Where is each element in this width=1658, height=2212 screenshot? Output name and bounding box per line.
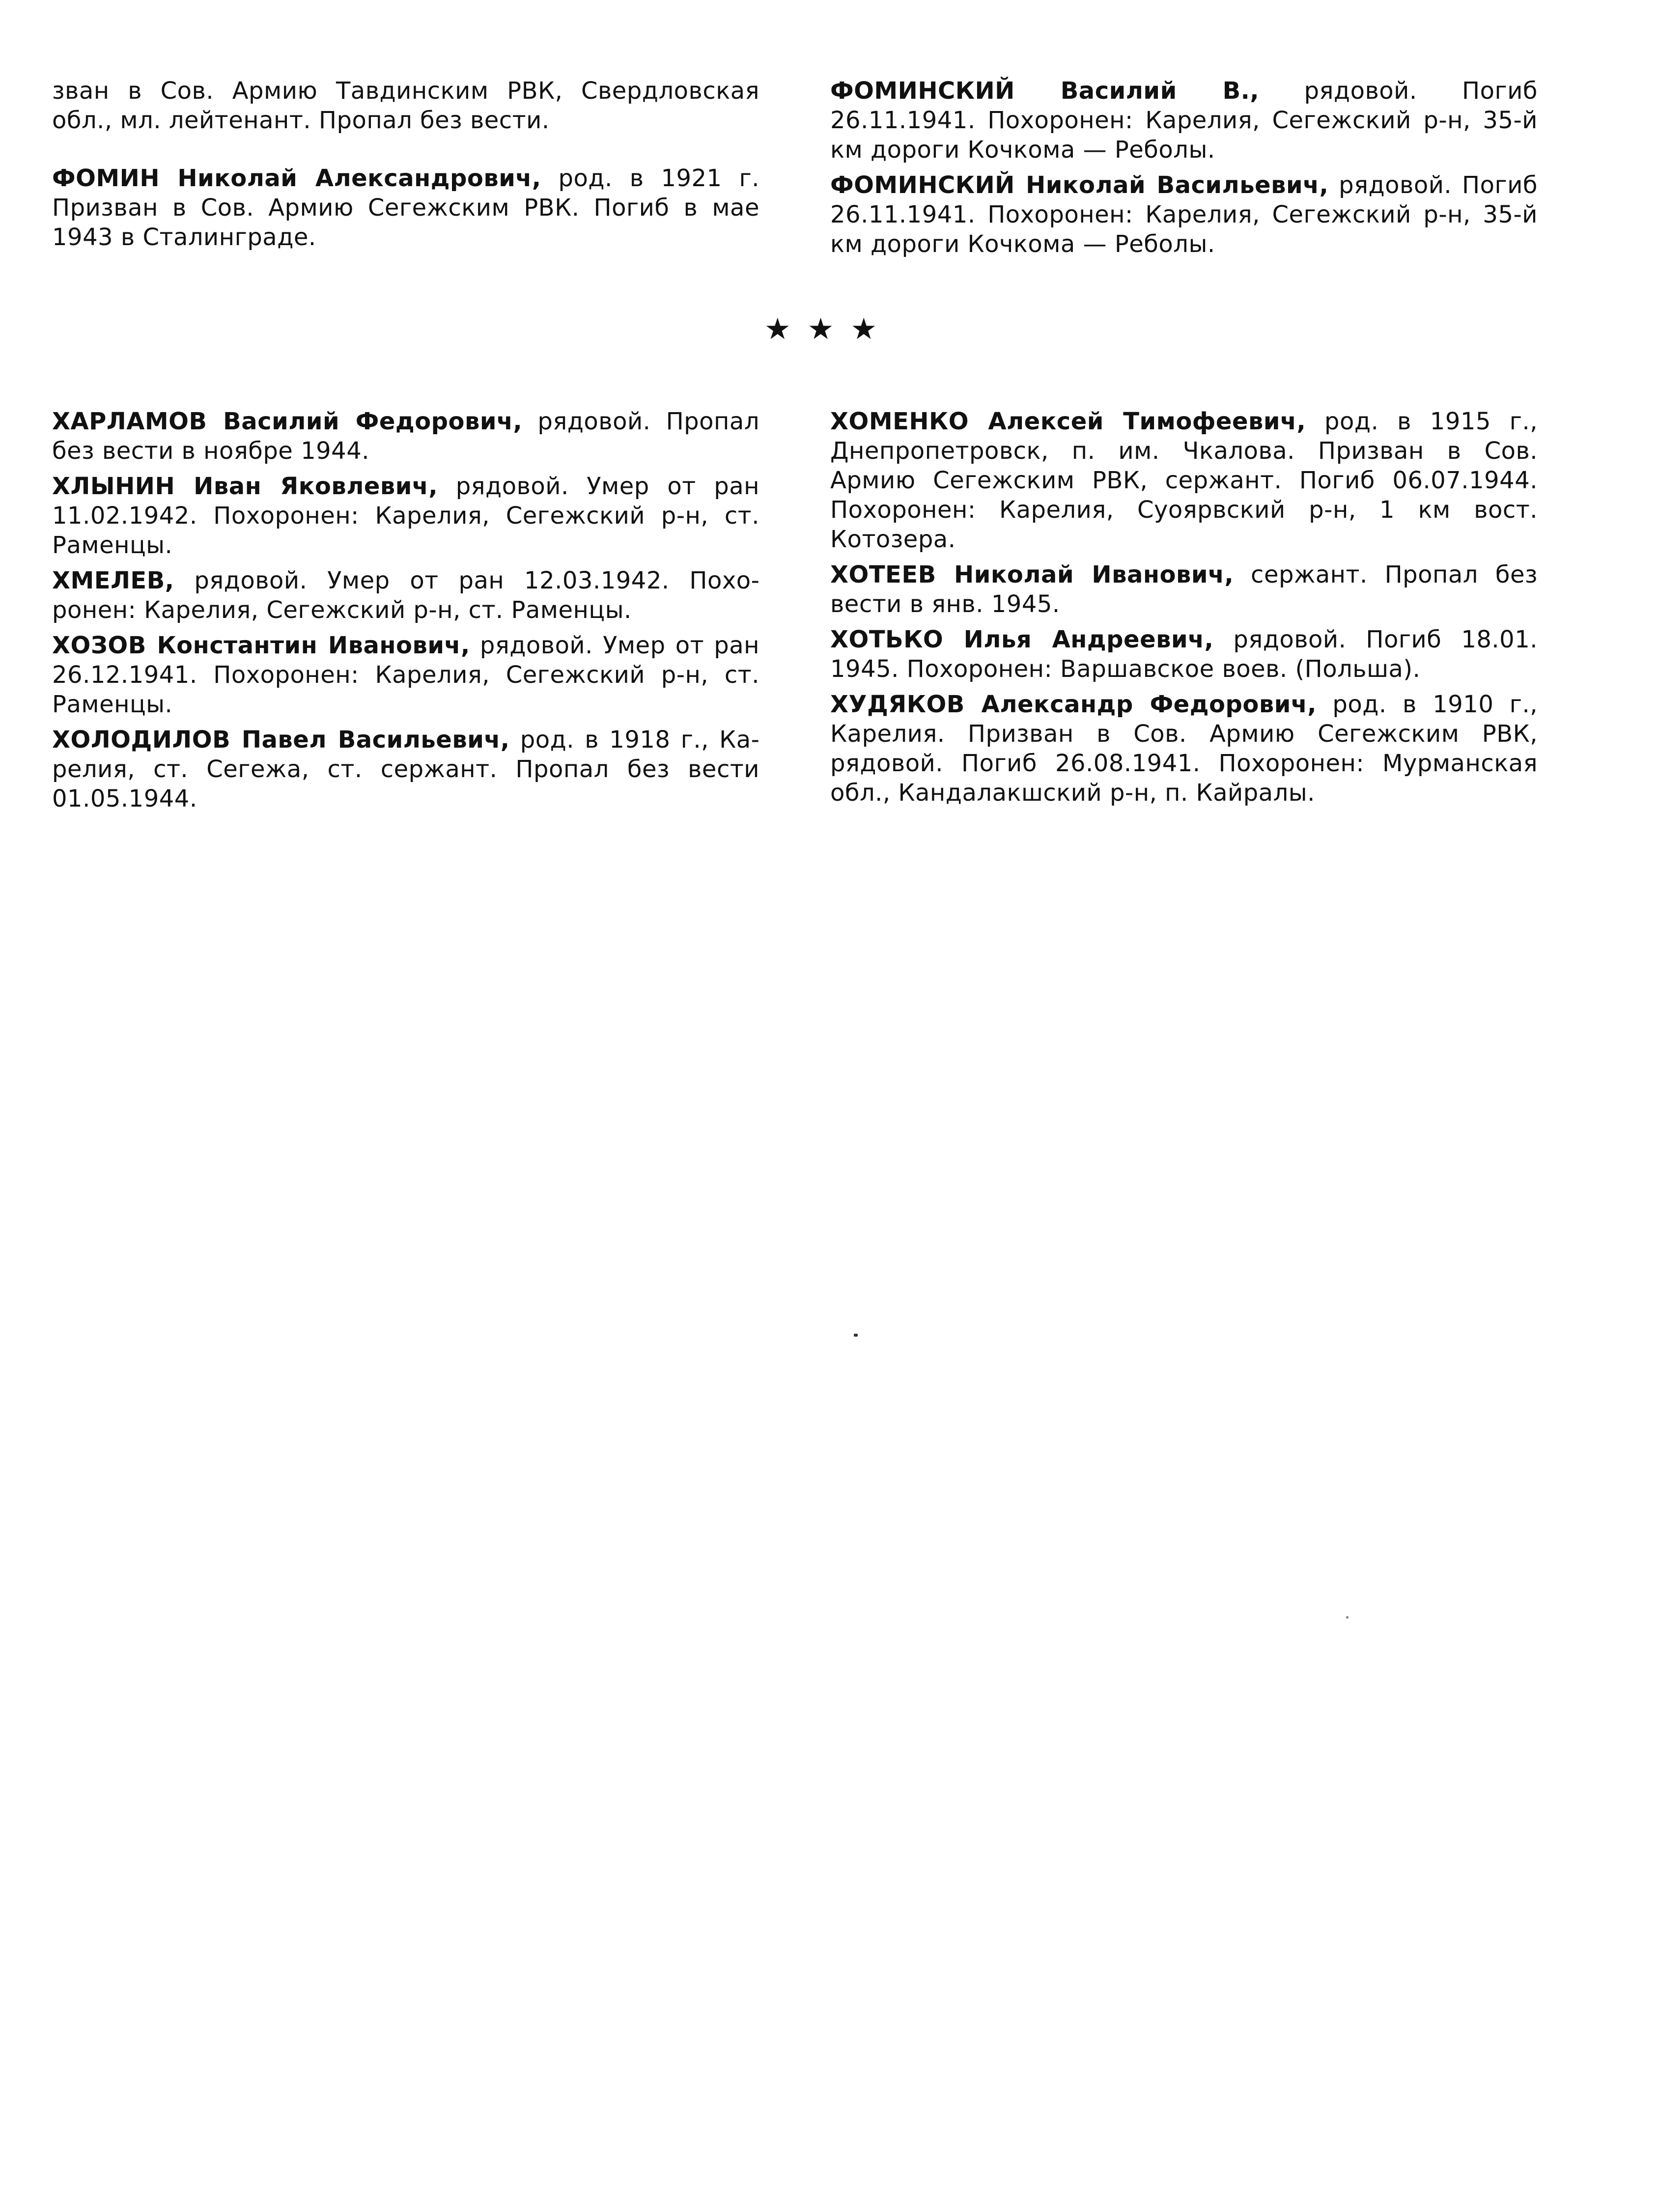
entry-text: род. в 1921 г. Призван в Сов. Армию Сегежским РВК. Погиб в мае 1943 в Сталинграде. [52,165,760,251]
list-item [52,566,759,625]
list-item [830,76,1538,165]
entry-text: рядовой. Умер от ран 12.03.1942. Похоронен: Карелия, Сегежский р-н, ст. Раменцы. [52,567,759,624]
entry-name: ХОМЕНКО Алексей Тимофеевич, [830,408,1306,435]
list-item [52,407,759,466]
entry-name: ХУДЯКОВ Александр Федорович, [830,691,1317,718]
bottom-left-column [52,407,759,813]
section-separator: ★★★ [764,312,894,346]
entry-name: ФОМИНСКИЙ Василий В., [830,77,1260,105]
top-right-column [830,76,1538,259]
entry-text: рядовой. Умер от ран 11.02.1942. Похоронен: Карелия, Сегежский р-н, ст. Раменцы. [52,473,760,559]
entry-text: род. в 1910 г., Карелия. Призван в Сов. Армию Сегежским РВК, рядовой. Погиб 26.08.1941. Похоронен: Мурманская обл., Кандалакшский р-н, п. Кайралы. [830,691,1538,807]
entry-text: сержант. Пропал без вести в янв. 1945. [830,561,1538,618]
entry-name: ФОМИН Николай Александрович, [52,165,541,192]
list-item [52,164,759,252]
entry-name: ХОТЕЕВ Николай Иванович, [830,561,1234,588]
entry-name: ХОТЬКО Илья Андреевич, [830,626,1214,653]
continuation-text: зван в Сов. Армию Тавдинским РВК, Свердловская обл., мл. лейтенант. Пропал без вести. [52,77,759,134]
entry-text: рядовой. Умер от ран 26.12.1941. Похоронен: Карелия, Сегежский р-н, ст. Раменцы. [52,632,759,718]
print-speck [1346,1616,1349,1619]
list-item [52,631,759,719]
list-item [830,690,1538,808]
continuation-entry [52,76,759,135]
entry-name: ХОЗОВ Константин Иванович, [52,632,470,659]
entry-text: род. в 1915 г., Днепропетровск, п. им. Чкалова. Призван в Сов. Армию Сегежским РВК, сержант. Погиб 06.07.1944. Похоронен: Карелия, Суоярвский р-н, 1 км вост. Котозера. [830,408,1538,553]
entry-name: ХАРЛАМОВ Василий Федорович, [52,408,523,435]
entry-text: рядовой. Погиб 26.11.1941. Похоронен: Карелия, Сегежский р-н, 35-й км дороги Кочкома — Реболы. [830,77,1538,164]
list-item [830,407,1538,554]
entry-text: рядовой. Погиб 26.11.1941. Похоронен: Карелия, Сегежский р-н, 35-й км дороги Кочкома — Реболы. [830,171,1538,258]
bottom-right-column [830,407,1538,808]
top-left-column [52,76,759,252]
list-item [830,560,1538,619]
entry-text: род. в 1918 г., Карелия, ст. Сегежа, ст. сержант. Пропал без вести 01.05.1944. [52,726,759,812]
entry-text: рядовой. Пропал без вести в ноябре 1944. [52,408,759,465]
list-item [52,472,759,560]
entry-text: рядовой. Погиб 18.01. 1945. Похоронен: Варшавское воев. (Польша). [830,626,1538,683]
list-item [52,725,759,813]
print-speck [854,1334,858,1337]
entry-name: ХЛЫНИН Иван Яковлевич, [52,473,438,500]
entry-name: ХМЕЛЕВ, [52,567,174,594]
list-item [830,170,1538,259]
list-item [830,625,1538,684]
entry-name: ФОМИНСКИЙ Николай Васильевич, [830,171,1329,199]
entry-name: ХОЛОДИЛОВ Павел Васильевич, [52,726,510,754]
